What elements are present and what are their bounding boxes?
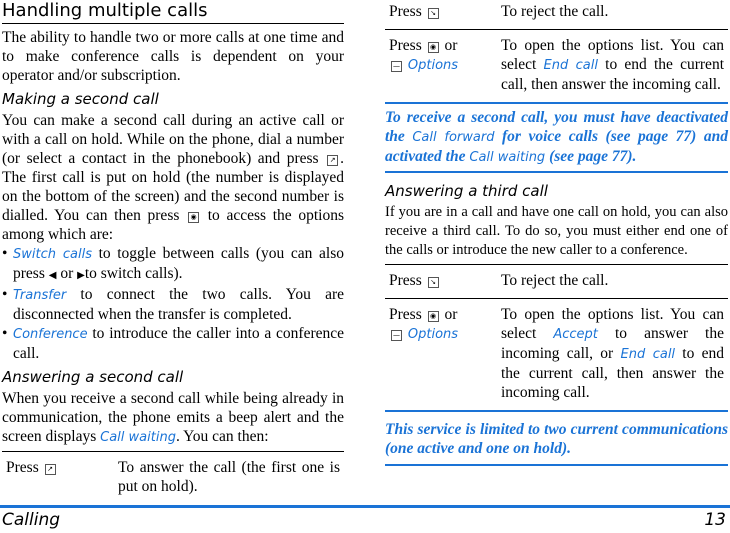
table-row (385, 265, 728, 299)
ok-key-icon: ◉ (188, 212, 199, 223)
end-call-keyword: End call (620, 347, 676, 362)
end-call-keyword: End call (543, 58, 598, 73)
footer-chapter: Calling (2, 510, 61, 530)
call-waiting-keyword: Call waiting (100, 430, 176, 445)
page-title: Handling multiple calls (2, 0, 208, 21)
call-key-icon: ↗ (327, 155, 338, 166)
list-item-text: to switch calls). (84, 265, 183, 282)
note-text: (see page 77). (545, 148, 637, 165)
list-item: • Conference to introduce the caller into a conference call. (2, 325, 344, 362)
options-keyword: Options (407, 327, 459, 342)
left-column (2, 0, 344, 504)
key-cell (385, 265, 497, 299)
or-text: or (444, 306, 458, 323)
call-forward-keyword: Call forward (412, 130, 495, 145)
section-heading-answer-second: Answering a second call (2, 368, 184, 386)
action-text: to end the current call, then answer the incoming call. (501, 345, 724, 401)
table-row (385, 30, 728, 103)
action-cell: To answer the call (the first one is put on hold). (114, 452, 344, 505)
list-item-text: to connect the two calls. You are disconnected when the transfer is completed. (13, 286, 344, 323)
note-rule (385, 464, 728, 466)
note-text: for voice calls (see page 77) and activated the (385, 128, 728, 165)
press-label: Press (389, 306, 422, 323)
press-label: Press (389, 3, 422, 20)
accept-keyword: Accept (553, 327, 598, 342)
intro-paragraph: The ability to handle two or more calls at one time and to make conference calls is dependent on your operator and/or subscription. (2, 29, 344, 84)
options-list (2, 244, 344, 363)
section-heading-second-call: Making a second call (2, 90, 159, 108)
action-text: to answer the incoming call, or (501, 325, 724, 362)
action-cell (497, 299, 728, 411)
or-text: or (444, 37, 458, 54)
press-label: Press (6, 459, 39, 476)
press-label: Press (389, 272, 422, 289)
options-keyword: Options (407, 58, 459, 73)
answer-second-paragraph (2, 389, 344, 447)
list-item: • Switch calls to toggle between calls (you can also press ◀ or ▶to switch calls). (2, 245, 344, 282)
key-cell (385, 299, 497, 411)
right-arrow-icon: ▶ (77, 270, 85, 281)
key-cell (2, 452, 114, 505)
note-limit: This service is limited to two current communications (one active and one on hold). (385, 421, 728, 457)
action-text: to end the current call, then answer the incoming call. (501, 56, 724, 93)
action-cell (497, 30, 728, 103)
third-call-paragraph: If you are in a call and have one call on hold, you can also receive a third call. To do so, you must either end one of the calls or introduce the new caller to a conference. (385, 204, 728, 258)
note-text: To receive a second call, you must have deactivated the (385, 109, 728, 145)
action-cell: To reject the call. (497, 265, 728, 299)
note-second-call (385, 108, 728, 167)
answer-table (2, 451, 344, 504)
right-column (385, 0, 728, 466)
transfer-keyword: Transfer (13, 288, 67, 303)
call-waiting-keyword: Call waiting (469, 150, 546, 165)
footer-rule (0, 505, 730, 508)
second-call-text-c: to access the options among which are: (2, 207, 345, 243)
table-row (385, 299, 728, 411)
note-rule (385, 171, 728, 173)
table-row (385, 0, 728, 30)
second-call-paragraph (2, 111, 344, 244)
third-call-table (385, 264, 728, 410)
key-cell (385, 0, 497, 30)
action-text: To open the options list. You can select (501, 306, 724, 342)
answer-second-text-b: . You can then: (175, 428, 269, 445)
section-heading-third-call: Answering a third call (385, 182, 548, 200)
list-item: • Transfer to connect the two calls. You are disconnected when the transfer is completed. (2, 286, 344, 323)
note-rule (385, 102, 728, 104)
ok-key-icon: ◉ (428, 311, 439, 322)
table-row (2, 452, 344, 505)
action-text: To open the options list. You can select (501, 37, 724, 73)
answer-second-text-a: When you receive a second call while being already in communication, the phone emits a beep alert and the screen displays (2, 390, 344, 445)
list-item-text: to toggle between calls (you can also press (13, 245, 344, 282)
softkey-icon: — (393, 62, 400, 70)
conference-keyword: Conference (13, 327, 88, 342)
call-key-icon: ↗ (45, 464, 56, 475)
note-rule (385, 410, 728, 412)
list-item-text: to introduce the caller into a conference call. (13, 325, 344, 362)
press-label: Press (389, 37, 422, 54)
softkey-icon: — (393, 331, 400, 339)
left-arrow-icon: ◀ (48, 270, 57, 281)
ok-key-icon: ◉ (428, 42, 439, 53)
second-call-text-b: . The first call is put on hold (the number is displayed on the bottom of the screen) and the second number is dialled. You can then press (2, 150, 344, 224)
end-key-icon: ↘ (428, 8, 439, 19)
or-text: or (56, 265, 78, 282)
key-cell (385, 30, 497, 103)
title-rule (2, 23, 344, 24)
reject-table (385, 0, 728, 102)
end-key-icon: ↘ (428, 277, 439, 288)
action-cell: To reject the call. (501, 3, 609, 20)
switch-calls-keyword: Switch calls (13, 247, 92, 262)
page-number: 13 (704, 510, 726, 530)
second-call-text-a: You can make a second call during an active call or with a call on hold. While on the phone, dial a number (or select a contact in the phonebook) and press (2, 112, 344, 167)
